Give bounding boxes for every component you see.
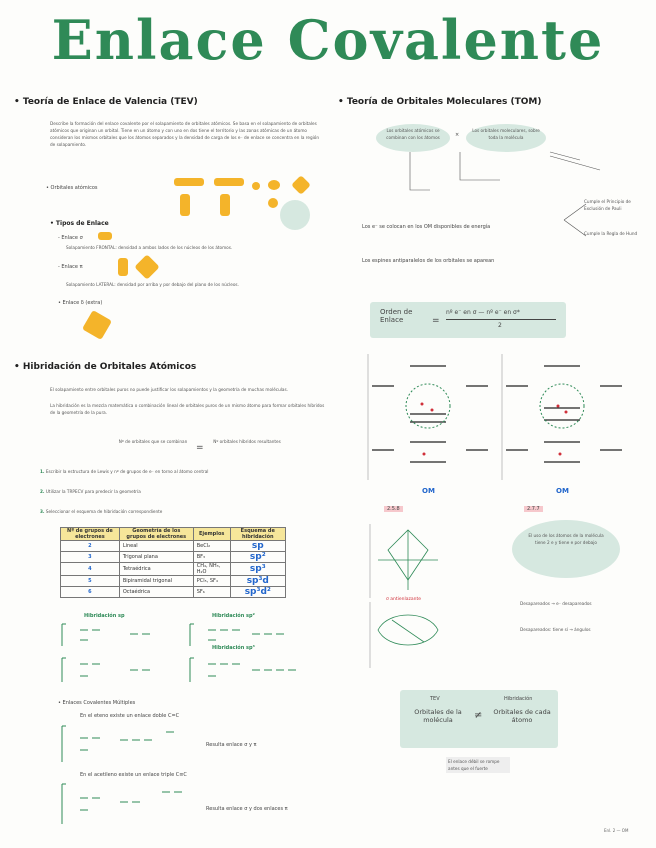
compare-neq: ≠: [474, 710, 483, 721]
fraction-line: [446, 319, 556, 320]
multiple-bond-diagrams: [50, 722, 210, 832]
th-examples: Ejemplos: [193, 528, 230, 541]
table-row: 4 Tetraédrica CH₄, NH₃, H₂O sp³: [61, 563, 286, 576]
page-title: Enlace Covalente: [51, 8, 605, 72]
th-groups: Nº de grupos de electrones: [61, 528, 120, 541]
ethene-result: Resulta enlace σ y π: [206, 742, 257, 748]
orbital-3d-sketch: [368, 520, 448, 670]
th-geometry: Geometría de los grupos de electrones: [119, 528, 193, 541]
bottom-note: El enlace débil se rompe antes que el fuerte: [446, 757, 510, 773]
orbitales-label: • Orbitales atómicos: [46, 185, 98, 191]
orden-label: Orden de Enlace: [380, 308, 413, 324]
delta-label: • Enlace δ (extra): [58, 300, 103, 306]
th-scheme: Esquema de hibridación: [230, 528, 285, 541]
mo-diagram-left: [366, 350, 496, 490]
sub-sp: Hibridación sp: [84, 613, 125, 619]
ethene-text: En el eteno existe un enlace doble C=C: [80, 713, 180, 719]
om-label-right: OM: [556, 487, 569, 495]
tom-bubble-note: [512, 520, 620, 578]
compare-title-right: Hibridación: [504, 696, 533, 702]
table-row: 5 Bipiramidal trigonal PCl₅, SF₄ sp³d: [61, 576, 286, 587]
mo-diagram-right: [500, 350, 630, 490]
hibrid-para2: La hibridación es la mezcla matemática o combinación lineal de orbitales puros de un mismo átomo para formar orbitales híbridos de la geometría de la pura.: [50, 403, 325, 415]
sub-sp2: Hibridación sp²: [212, 613, 255, 619]
tom-heading: • Teoría de Orbitales Moleculares (TOM): [338, 97, 542, 107]
tom-bubble-molecular-text: Los orbitales moleculares, sobre toda la molécula: [472, 128, 540, 140]
om-label-left: OM: [422, 487, 435, 495]
bond-note-2: Desapareados: tiene sí → ángulos: [520, 627, 591, 632]
hybridization-table: [60, 527, 286, 598]
ethyne-result: Resulta enlace σ y dos enlaces π: [206, 806, 288, 812]
pi-overlap-icon: [134, 254, 159, 279]
orden-formula: nº e⁻ en σ — nº e⁻ en σ*: [446, 309, 520, 316]
step-3: 3. Seleccionar el esquema de hibridación correspondiente: [40, 509, 163, 514]
orden-equals: =: [432, 316, 440, 326]
page-footer: Enl. 2 — OM: [604, 828, 629, 833]
step-1: 1. Escribir la estructura de Lewis y nº de grupos de e⁻ en torno al átomo central: [40, 469, 209, 474]
step-2: 2. Utilizar la TRPECV para predecir la geometría: [40, 489, 141, 494]
tev-paragraph: Describe la formación del enlace covalente por el solapamiento de orbitales atómicos. Se basa en el solapamiento de orbitales atómicos que originan un orbital. Tiene en un átomo y con uno en dos tiene el territorio y las zonas atómicas de un átomo consideran los mismos orbitales que los átomos separados y la densidad de carga de los e⁻ de enlace se concentra en la región de solapamiento.: [50, 121, 320, 147]
sigma-desc: Solapamiento FRONTAL: densidad a ambos lados de los núcleos de los átomos.: [66, 245, 233, 250]
eq-left: Nº de orbitales que se combinan: [118, 439, 188, 444]
tom-note-pares: Los espines antiparalelos de los orbitales se aparean: [362, 258, 495, 264]
ethyne-text: En el acetileno existe un enlace triple C≡C: [80, 772, 187, 778]
caption-right: 2.7.7: [524, 506, 543, 512]
hibrid-heading: • Hibridación de Orbitales Atómicos: [14, 362, 197, 372]
compare-right: Orbitales de cada átomo: [493, 708, 551, 724]
tev-bubble: [280, 200, 310, 230]
multi-heading: • Enlaces Covalentes Múltiples: [58, 700, 136, 706]
hybrid-energy-diagrams: [40, 620, 330, 690]
table-row: 6 Octaédrica SF₆ sp³d²: [61, 587, 286, 598]
red-label: σ antienlazante: [386, 597, 422, 602]
orden-denominator: 2: [498, 322, 502, 329]
tom-note-hund: Cumple la Regla de Hund: [584, 231, 638, 236]
compare-title-left: TEV: [430, 696, 440, 702]
table-row: 3 Trigonal plana BF₃ sp²: [61, 552, 286, 563]
pi-desc: Solapamiento LATERAL: densidad por arriba y por debajo del plano de los núcleos.: [66, 282, 239, 287]
tom-note-pauli: Cumple el Principio de Exclusión de Pauli: [584, 199, 631, 211]
hibrid-para1: El solapamiento entre orbitales puros no puede justificar los solapamientos y la geometría de muchas moléculas.: [50, 387, 288, 392]
sub-sp3: Hibridación sp³: [212, 645, 255, 651]
bond-note-1: Desapareados → e⁻ desapareados: [520, 601, 592, 606]
eq-sign: =: [196, 443, 204, 453]
tom-bubble-atomic-text: Los orbitales atómicos se combinan con los átomos: [386, 128, 440, 140]
table-row: 2 Lineal BeCl₂ sp: [61, 541, 286, 552]
sigma-orbital-icon: [98, 232, 112, 240]
eq-right: Nº orbitales híbridos resultantes: [213, 439, 281, 444]
tipos-heading: • Tipos de Enlace: [50, 220, 109, 227]
pi-orbital-icon: [118, 258, 128, 276]
tom-bubble-note-text: El uso de los átomos de la molécula tiene 2 e y tiene e por debajo: [528, 533, 604, 545]
sigma-label: - Enlace σ: [58, 235, 83, 241]
pi-label: - Enlace π: [58, 264, 83, 270]
delta-orbital-icon: [82, 310, 112, 340]
compare-left: Orbitales de la molécula: [414, 708, 462, 724]
tom-note-om: Los e⁻ se colocan en los OM disponibles de energía: [362, 224, 491, 230]
tev-heading: • Teoría de Enlace de Valencia (TEV): [14, 97, 198, 107]
caption-left: 2.5.8: [384, 506, 403, 512]
times-sign: ×: [455, 132, 460, 138]
